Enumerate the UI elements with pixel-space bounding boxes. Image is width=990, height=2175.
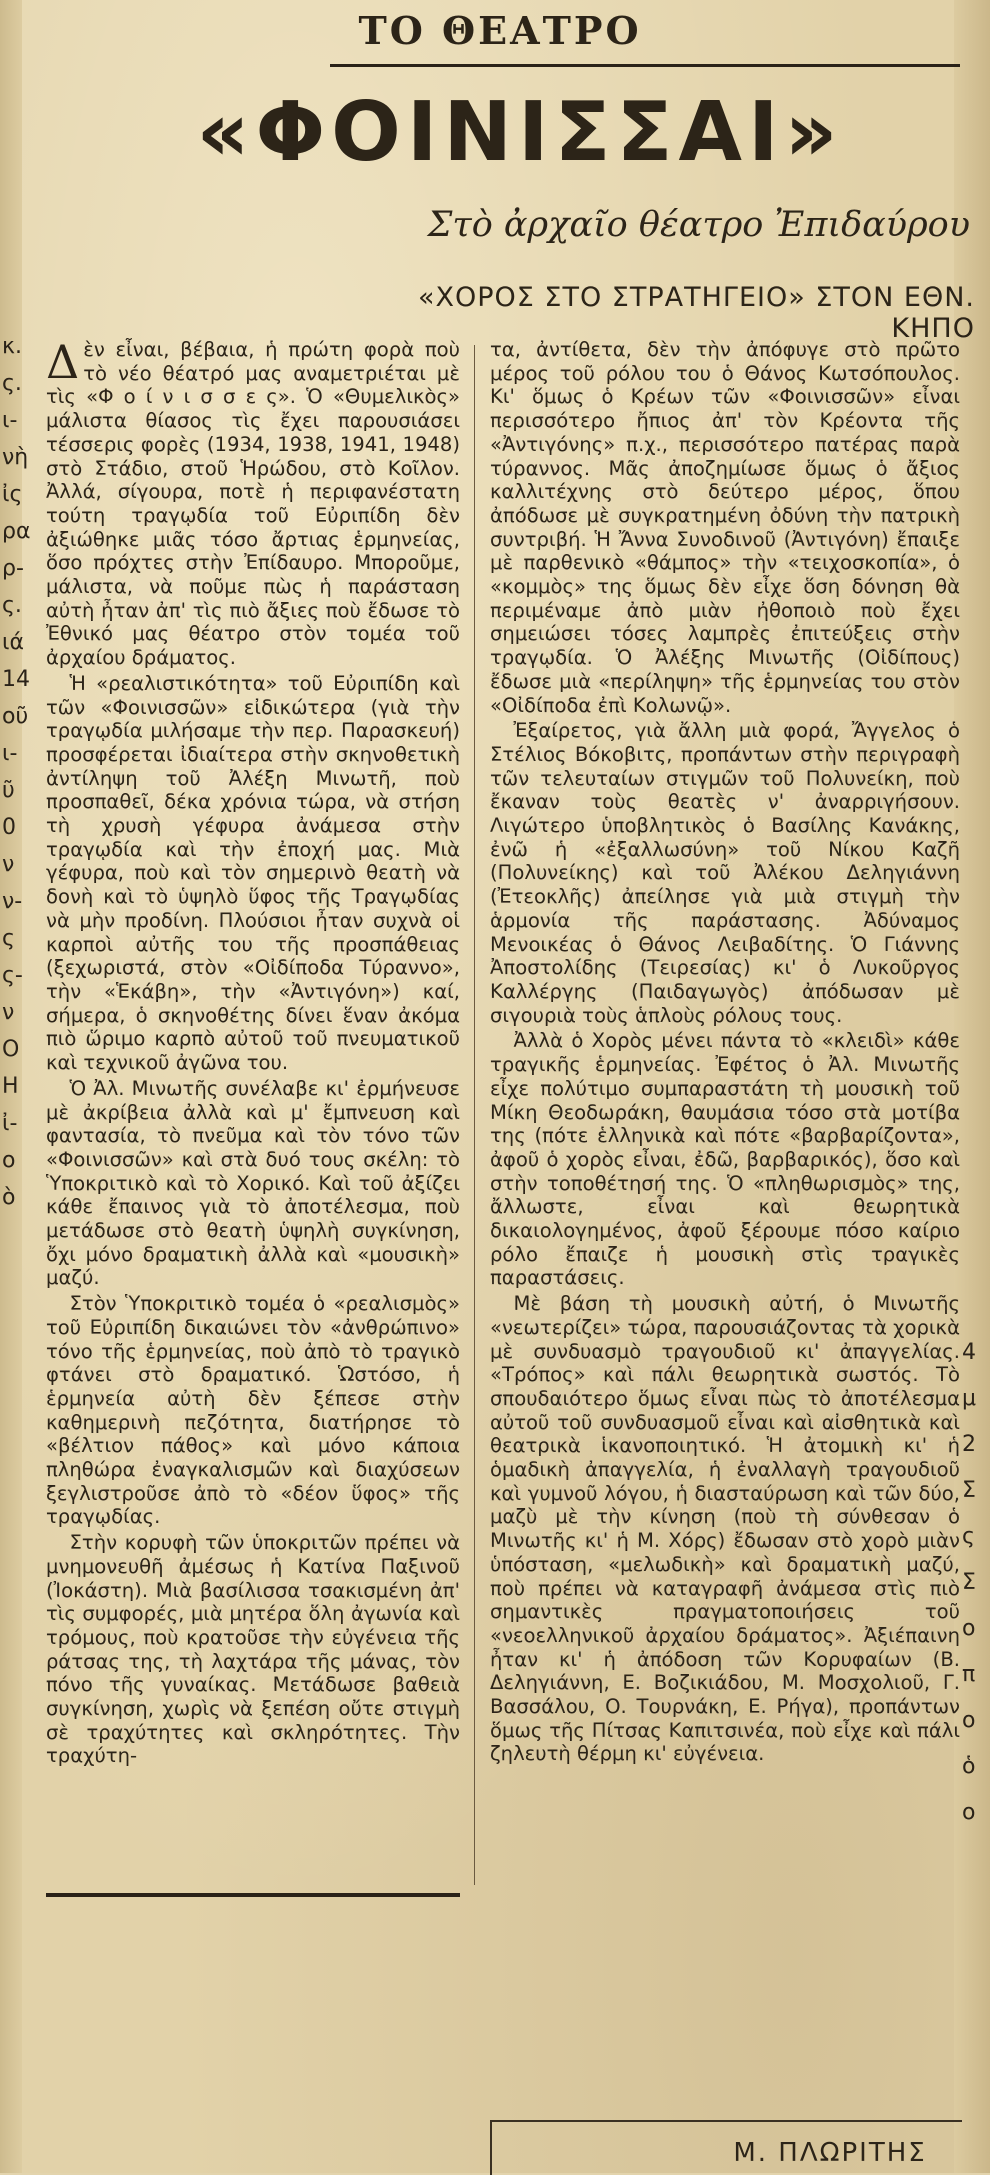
article-paragraph: Στὸν Ὑποκριτικὸ τομέα ὁ «ρεαλισμὸς» τοῦ Εὐριπίδη δικαιώνει τὸν «ἀνθρώπινο» τόνο τῆς ἑρμηνείας, ποὺ ἀπὸ τὸ τραγικὸ φτάνει στὸ δραματικό. Ὡστόσο, ἡ ἑρμηνεία αὐτὴ δὲν ξέπεσε στὴν καθημερινὴ πεζότητα, διατήρησε τὸ «βέλτιον πάθος» καὶ μόνο κάποια πληθώρα ἐναγκαλισμῶν καὶ διαχύσεων ξεγλιστροῦσε ἀπὸ τὸ «δέον ὕφος» τῆς τραγῳδίας. — [46, 1292, 460, 1529]
kicker: «ΧΟΡΟΣ ΣΤΟ ΣΤΡΑΤΗΓΕΙΟ» ΣΤΟΝ ΕΘΝ. ΚΗΠΟ — [417, 282, 975, 344]
article-paragraph: Ἀλλὰ ὁ Χορὸς μένει πάντα τὸ «κλειδὶ» κάθε τραγικῆς ἑρμηνείας. Ἐφέτος ὁ Ἀλ. Μινωτῆς εἶχε πολύτιμο συμπαραστάτη τὴ μουσικὴ τοῦ Μίκη Θεοδωράκη, θαυμάσια τόσο στὰ μοτίβα της (πότε ἑλληνικὰ καὶ πότε «βαρβαρίζοντα», ἀφοῦ ὁ χορὸς εἶναι, ἐδῶ, βαρβαρικός), ὅσο καὶ στὴν τοποθέτησή της. Ὁ «πληθωρισμὸς» της, ἄλλωστε, εἶναι καὶ θεωρητικὰ δικαιολογημένος, ἀφοῦ ξέρουμε πόσο καίριο ρόλο ἔπαιζε ἡ μουσικὴ στὶς τραγικὲς παραστάσεις. — [490, 1029, 960, 1290]
column-divider — [474, 345, 475, 1885]
section-rule — [330, 64, 960, 67]
article-paragraph: Στὴν κορυφὴ τῶν ὑποκριτῶν πρέπει νὰ μνημονευθῆ ἀμέσως ἡ Κατίνα Παξινοῦ (Ἰοκάστη). Μιὰ βασίλισσα τσακισμένη ἀπ' τὶς συμφορές, μιὰ μητέρα ὅλη ἀγωνία καὶ τρόμους, ποὺ κρατοῦσε τὴν εὐγένεια τῆς ράτσας της, τὴ λαχτάρα τῆς μάνας, τὸν πόνο τῆς γυναίκας. Μετάδωσε βαθειὰ συγκίνηση, χωρὶς νὰ ξεπέση οὔτε στιγμὴ σὲ τραχύτητες καὶ σκληρότητες. Τὴν τραχύτη- — [46, 1531, 460, 1768]
drop-cap: Δ — [46, 335, 80, 389]
headline: «ΦΟΙΝΙΣΣΑΙ» — [196, 85, 844, 180]
article-paragraph: Ἐξαίρετος, γιὰ ἄλλη μιὰ φορά, Ἄγγελος ὁ Στέλιος Βόκοβιτς, προπάντων στὴν περιγραφὴ τῶν τελευταίων στιγμῶν τοῦ Πολυνείκη, ποὺ ἔκαναν τοὺς θεατὲς ν' ἀναρριγήσουν. Λιγώτερο ὑποβλητικὸς ὁ Βασίλης Κανάκης, ἐνῶ ἡ «ἐξαλλωσύνη» τοῦ Νίκου Καζῆ (Πολυνείκης) καὶ τοῦ Ἀλέκου Δεληγιάννη (Ἐτεοκλῆς) ἀπείλησε γιὰ μιὰ στιγμὴ τὴν ἁρμονία τῆς παράστασης. Ἀδύναμος Μενοικέας ὁ Θάνος Λειβαδίτης. Ὁ Γιάννης Ἀποστολίδης (Τειρεσίας) κι' ὁ Λυκοῦργος Καλλέργης (Παιδαγωγὸς) ἀπόδωσαν μὲ σιγουριὰ τοὺς ἁπλοὺς ρόλους τους. — [490, 719, 960, 1027]
article-paragraph: Δὲν εἶναι, βέβαια, ἡ πρώτη φορὰ ποὺ τὸ νέο θέατρό μας αναμετριέται μὲ τὶς «Φ ο ί ν ι σ σ ε ς». Ὁ «Θυμελικὸς» μάλιστα θίασος τὶς ἔχει παρουσιάσει τέσσερις φορὲς (1934, 1938, 1941, 1948) στὸ Στάδιο, στοῦ Ἡρώδου, στὸ Κοῖλον. Ἀλλά, σίγουρα, ποτὲ ἡ περιφανέστατη τούτη τραγῳδία τοῦ Εὐριπίδη δὲν ἀξιώθηκε μιᾶς τόσο ἄρτιας ἑρμηνείας, ὅσο πρόχτες στὴν Ἐπίδαυρο. Μποροῦμε, μάλιστα, νὰ ποῦμε πὼς ἡ παράσταση αὐτὴ ἦταν ἀπ' τὶς πιὸ ἄξιες ποὺ ἔδωσε τὸ Ἐθνικό μας θέατρο στὸν τομέα τοῦ ἀρχαίου δράματος. — [46, 335, 460, 670]
left-column — [46, 335, 460, 1768]
article-paragraph: τα, ἀντίθετα, δὲν τὴν ἀπόφυγε στὸ πρῶτο μέρος τοῦ ρόλου του ὁ Θάνος Κωτσόπουλος. Κι' ὅμως ὁ Κρέων τῶν «Φοινισσῶν» εἶναι περισσότερο ἤπιος ἀπ' τὸν Κρέοντα τῆς «Ἀντιγόνης» π.χ., περισσότερο πατέρας παρὰ τύραννος. Μᾶς ἀποζημίωσε ὅμως ὁ ἄξιος καλλιτέχνης στὸ δεύτερο μέρος, ὅπου ἀπόδωσε μὲ συγκρατημένη ὀδύνη τὴν πατρικὴ συντριβή. Ἡ Ἄννα Συνοδινοῦ (Ἀντιγόνη) ἔπαιξε μὲ παρθενικὸ «θάμπος» τὴν «τειχοσκοπία», ὁ «κομμὸς» της ὅμως δὲν εἶχε ὅση δόνηση θὰ περιμέναμε ἀπὸ μιὰν ἠθοποιὸ ποὺ ἔχει σημειώσει τόσες λαμπρὲς ἐπιτεύξεις στὴν τραγῳδία. Ὁ Ἀλέξης Μινωτῆς (Οἰδίπους) ἔδωσε μιὰ «περίληψη» τῆς ἑρμηνείας του στὸν «Οἰδίποδα ἐπὶ Κολωνῷ». — [490, 338, 960, 717]
article-paragraph: Μὲ βάση τὴ μουσικὴ αὐτή, ὁ Μινωτῆς «νεωτερίζει» τώρα, παρουσιάζοντας τὰ χορικὰ μὲ συνδυασμὸ τραγουδιοῦ κι' ἀπαγγελίας. «Τρόπος» καὶ πάλι θεωρητικὰ σωστός. Τὸ σπουδαιότερο ὅμως εἶναι πὼς τὸ ἀποτέλεσμα αὐτοῦ τοῦ συνδυασμοῦ εἶναι καὶ αἰσθητικὰ καὶ θεατρικὰ ἱκανοποιητικό. Ἡ ἀτομικὴ κι' ἡ ὁμαδικὴ ἀπαγγελία, ἡ ἐναλλαγὴ τραγουδιοῦ καὶ γυμνοῦ λόγου, ἡ διασταύρωση καὶ τῶν δύο, μαζὺ μὲ τὴν κίνηση (ποὺ τὴ σύνθεσαν ὁ Μινωτῆς κι' ἡ Μ. Χόρς) ἔδωσαν στὸ χορὸ μιὰν ὑπόσταση, «μελωδικὴ» καὶ δραματικὴ μαζύ, ποὺ πρέπει νὰ καταγραφῆ ἀνάμεσα στὶς πιὸ σημαντικὲς πραγματοποιήσεις τοῦ «νεοελληνικοῦ ἀρχαίου δράματος». Ἀξιέπαινη ἦταν κι' ἡ ἀπόδοση τῶν Κορυφαίων (Β. Δεληγιάννη, Ε. Βοζικιάδου, Μ. Μοσχολιοῦ, Γ. Βασσάλου, Ο. Τουρνάκη, Ε. Ρήγα), προπάντων ὅμως τῆς Πίτσας Καπιτσινέα, ποὺ εἶχε καὶ πάλι ζηλευτὴ θέρμη κι' εὐγένεια. — [490, 1292, 960, 1766]
article-paragraph: Ὁ Ἀλ. Μινωτῆς συνέλαβε κι' ἐρμήνευσε μὲ ἀκρίβεια ἀλλὰ καὶ μ' ἔμπνευση καὶ φαντασία, τὸ πνεῦμα καὶ τὸν τόνο τῶν «Φοινισσῶν» καὶ στὰ δυό τους σκέλη: τὸ Ὑποκριτικὸ καὶ τὸ Χορικό. Καὶ τοῦ ἀξίζει κάθε ἔπαινος γιὰ τὸ ἀποτέλεσμα, ποὺ μετάδωσε στὸ θεατὴ ὑψηλὴ συγκίνηση, ὄχι μόνο δραματικὴ ἀλλὰ καὶ «μουσικὴ» μαζύ. — [46, 1076, 460, 1290]
left-column-end-rule — [46, 1893, 460, 1897]
right-margin-fragments: 4 μ 2 Σ ς Σ ο π ο ὁ ο — [962, 1340, 976, 1825]
section-label: ΤΟ ΘΕΑΤΡΟ — [358, 8, 642, 53]
author-signature: Μ. ΠΛΩΡΙΤΗΣ — [733, 2138, 927, 2168]
subheadline: Στὸ ἀρχαῖο θέατρο Ἐπιδαύρου — [427, 205, 970, 245]
left-margin-fragments: κ. ς. ι- νὴ ἰς ρα ρ- ς. ιά 14 οῦ ι- ῦ 0 ν ν- ς ς- ν Ο Η ἰ- ο ὸ — [2, 334, 31, 1210]
right-column — [490, 338, 960, 1766]
article-paragraph: Ἡ «ρεαλιστικότητα» τοῦ Εὐριπίδη καὶ τῶν «Φοινισσῶν» εἰδικώτερα (γιὰ τὴν τραγῳδία μιλήσαμε τὴν περ. Παρασκευή) προσφέρεται ἰδιαίτερα στὴν σκηνοθετικὴ ἀντίληψη τοῦ Ἀλέξη Μινωτῆ, ποὺ προσπαθεῖ, δέκα χρόνια τώρα, νὰ στήση τὴ χρυσὴ γέφυρα ἀνάμεσα στὴν τραγῳδία καὶ τὴν ἐποχή μας. Μιὰ γέφυρα, ποὺ καὶ τὸν σημερινὸ θεατὴ νὰ δονὴ καὶ τὸ ὑψηλὸ ὕφος τῆς Τραγῳδίας νὰ μὴν προδίνη. Πλούσιοι ἦταν συχνὰ οἱ καρποὶ αὐτῆς του τῆς προσπάθειας (ξεχωριστά, στὸν «Οἰδίποδα Τύραννο», τὴν «Ἑκάβη», τὴν «Ἀντιγόνη») καί, σήμερα, ὁ σκηνοθέτης δίνει ἕναν ἀκόμα πιὸ ὥριμο καρπὸ αὐτοῦ τοῦ πνευματικοῦ καὶ τεχνικοῦ ἀγῶνα του. — [46, 671, 460, 1075]
